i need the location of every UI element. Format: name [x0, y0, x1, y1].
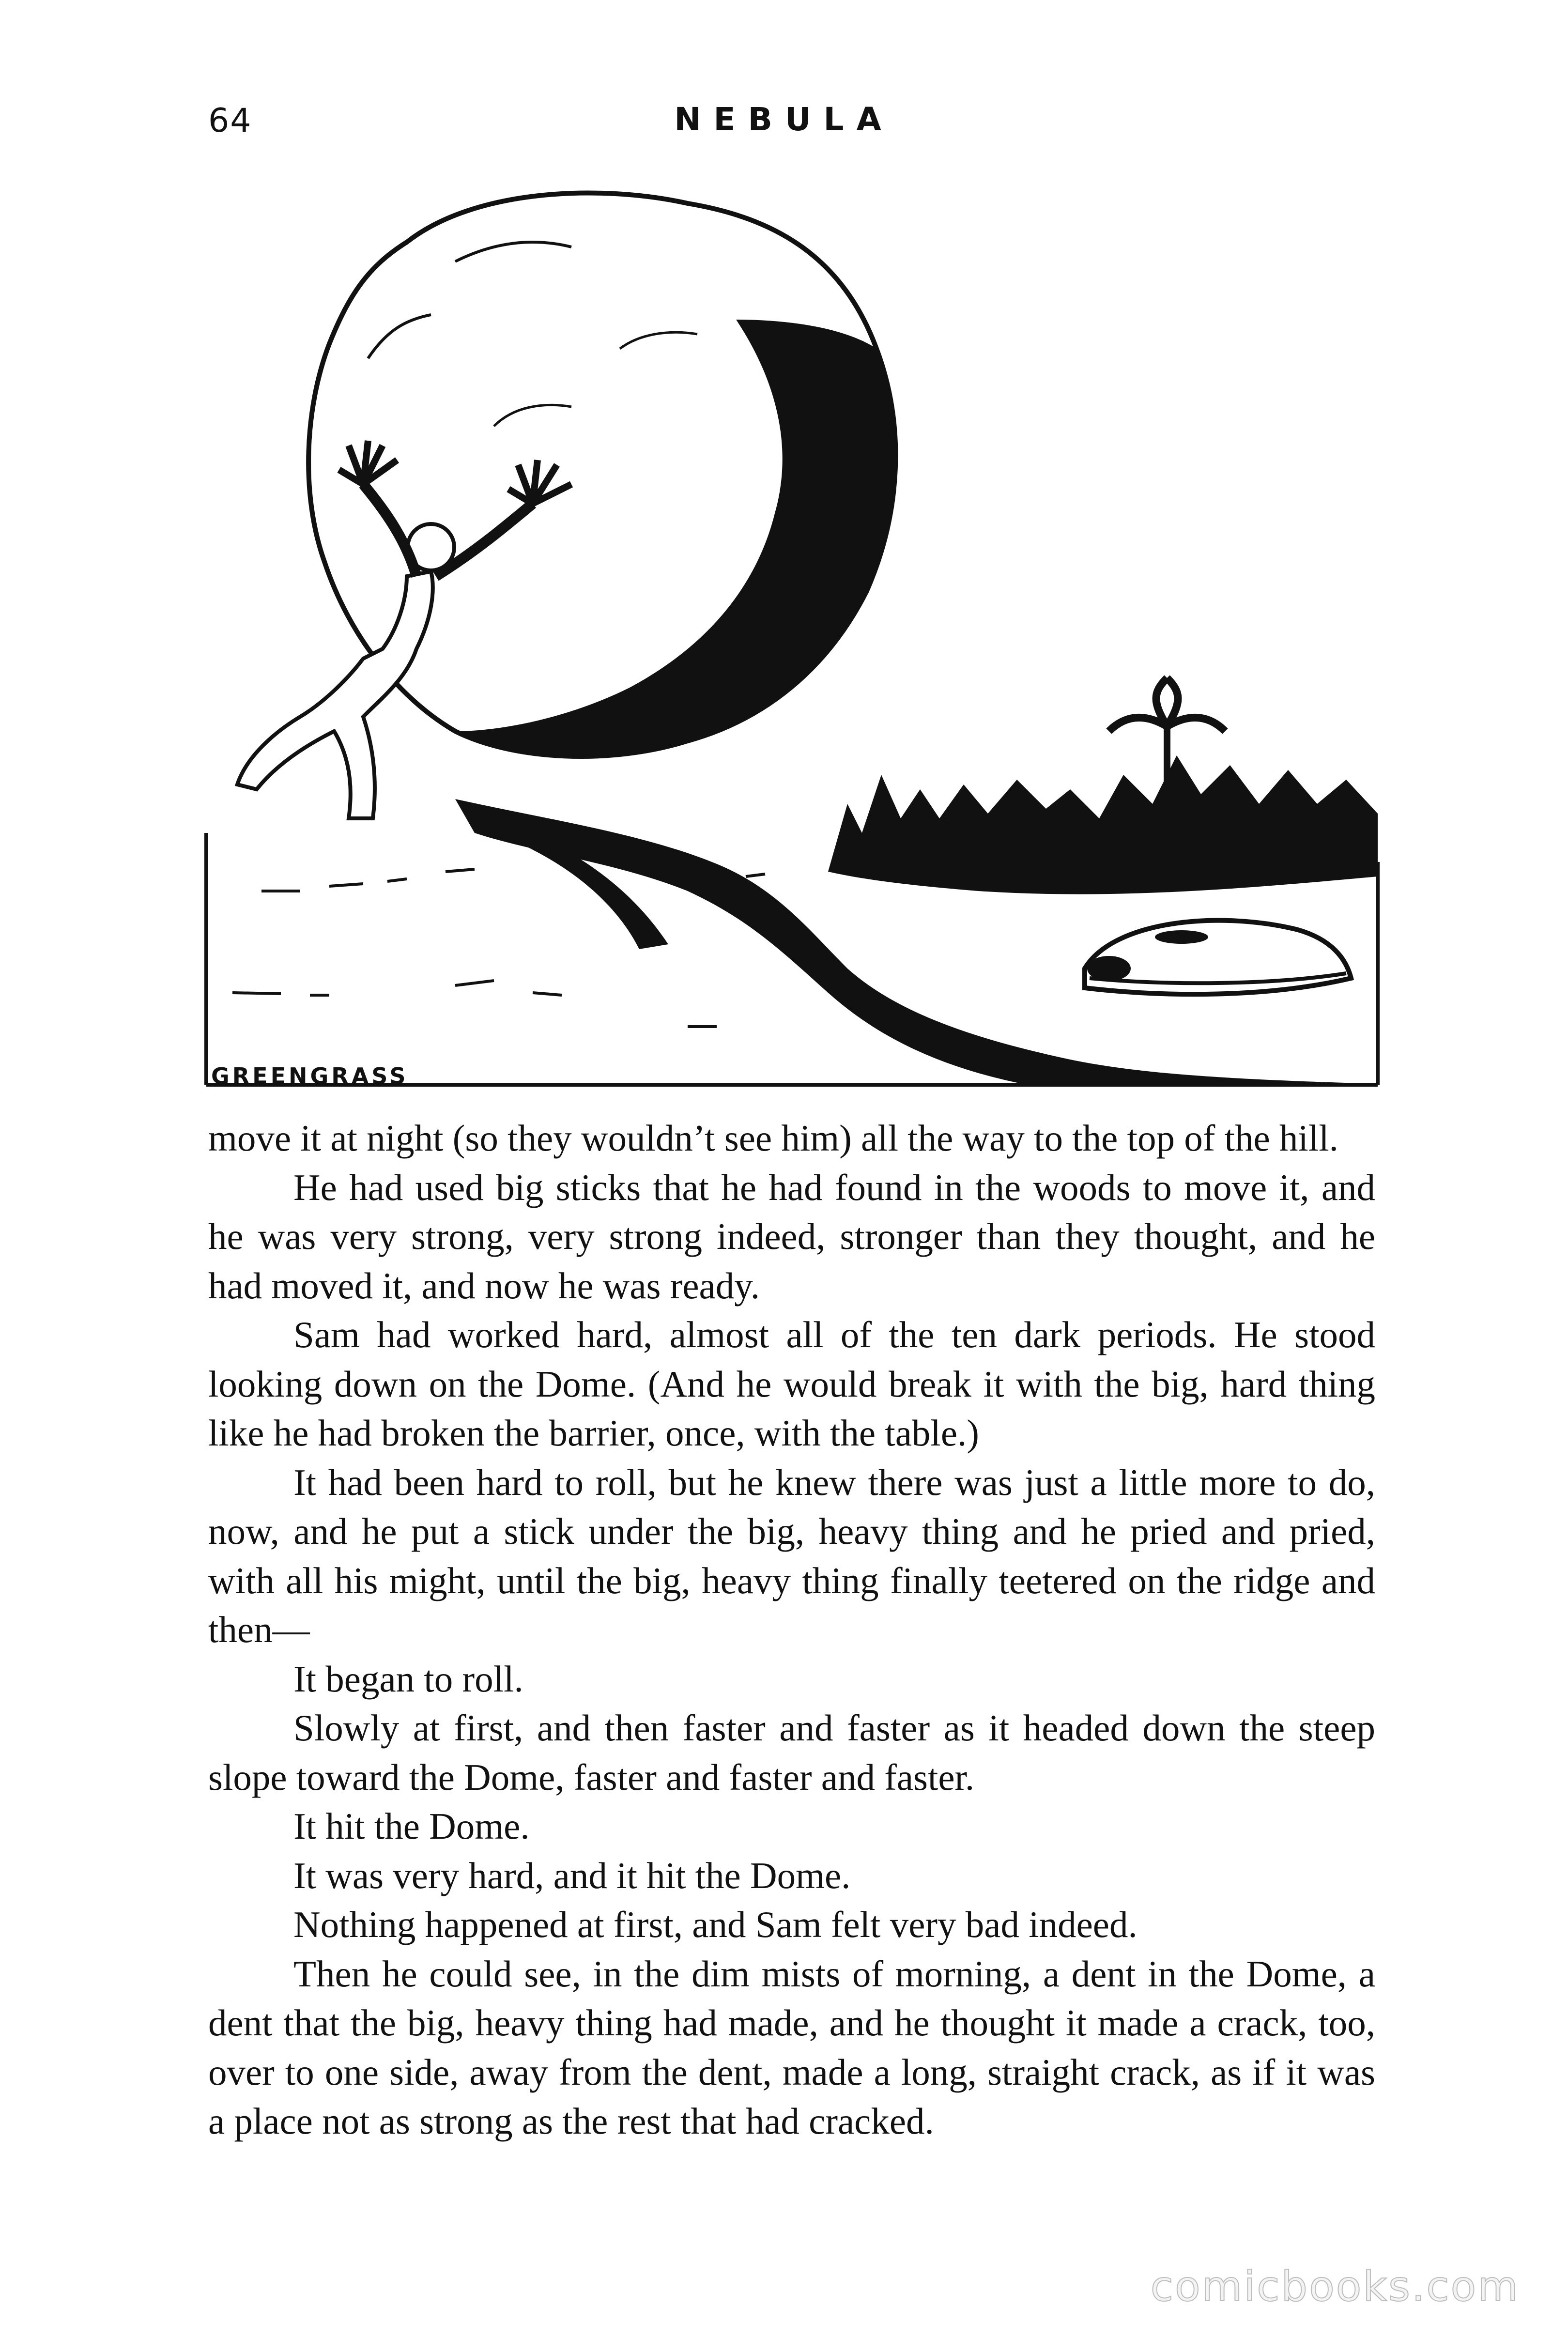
paragraph: move it at night (so they wouldn’t see him) all the way to the top of the hill.: [208, 1117, 1338, 1159]
paragraph: It had been hard to roll, but he knew there was just a little more to do, now, and he put a stick under the big, heavy thing and he pried and pried, with all his might, until the big, heavy thing finally teetered on the ridge and then—: [208, 1461, 1375, 1650]
paragraph: Then he could see, in the dim mists of morning, a dent in the Dome, a dent that the big, heavy thing had made, and he thought it made a crack, too, over to one side, away from the dent, made a long, straight crack, as if it was a place not as strong as the rest that had cracked.: [208, 1953, 1375, 2142]
artist-signature: GREENGRASS: [211, 1063, 409, 1089]
man-body: [237, 571, 433, 818]
dome-crack-mark: [1087, 956, 1131, 981]
paragraph: It hit the Dome.: [293, 1805, 530, 1847]
illustration-svg: [203, 174, 1385, 1094]
paragraph: It began to roll.: [293, 1658, 523, 1700]
paragraph: It was very hard, and it hit the Dome.: [293, 1854, 851, 1896]
dome-dent: [1155, 930, 1208, 944]
page-number: 64: [208, 102, 252, 140]
paragraph: Nothing happened at first, and Sam felt very bad indeed.: [293, 1904, 1138, 1945]
running-head: NEBULA: [674, 101, 894, 138]
body-text: [208, 1114, 1375, 2146]
illustration-boulder-and-dome: [203, 174, 1385, 1094]
palm-fronds: [1109, 678, 1225, 731]
watermark: comicbooks.com: [1150, 2262, 1520, 2311]
ground-dashes: [232, 869, 765, 1027]
paragraph: He had used big sticks that he had found in the woods to move it, and he was very strong, very strong indeed, stronger than they thought, and he had moved it, and now he was ready.: [208, 1166, 1375, 1307]
paragraph: Slowly at first, and then faster and faster as it headed down the steep slope toward the Dome, faster and faster and faster.: [208, 1707, 1375, 1798]
paragraph: Sam had worked hard, almost all of the ten dark periods. He stood looking down on the Dome. (And he would break it with the big, hard thing like he had broken the barrier, once, with the table.): [208, 1314, 1375, 1454]
jungle-silhouette: [828, 755, 1378, 894]
